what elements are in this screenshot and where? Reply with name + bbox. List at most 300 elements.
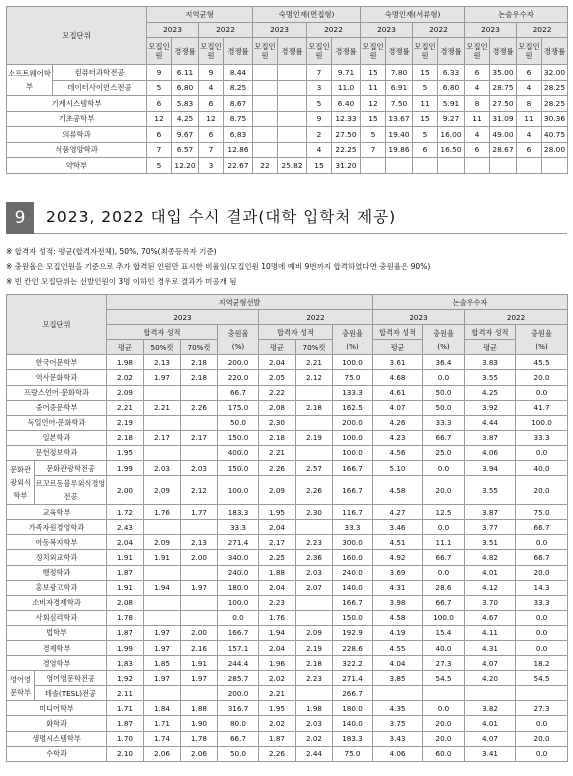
table-cell: 166.7 (218, 625, 259, 640)
table-cell (386, 158, 413, 174)
table-cell: 9 (199, 65, 224, 81)
table-cell: 36.4 (423, 355, 465, 370)
table-cell: 60.0 (423, 746, 465, 761)
table-cell: 4.31 (465, 640, 516, 655)
unit-header: 모집단위 (7, 295, 107, 355)
table-cell: 18.2 (516, 656, 568, 671)
group-header: 지역균형선발 (107, 295, 373, 310)
table-cell: 285.7 (218, 671, 259, 686)
table-cell: 4.06 (465, 445, 516, 460)
table-cell: 2.21 (107, 400, 144, 415)
table-cell: 2.21 (259, 445, 296, 460)
table-cell: 2.18 (296, 656, 333, 671)
table-cell: 8.25 (224, 80, 253, 96)
table-cell: 3.41 (465, 746, 516, 761)
group-header: 논술우수자 (373, 295, 568, 310)
year-header: 2022 (517, 22, 568, 38)
table-cell: 12.20 (172, 158, 199, 174)
table-cell: 1.90 (181, 716, 218, 731)
table-cell (181, 565, 218, 580)
unit-label: 프랑스언어·문화학과 (7, 385, 107, 400)
table-row (7, 430, 568, 445)
table-cell: 0.0 (423, 461, 465, 476)
table-cell (253, 127, 278, 143)
table-cell: 4 (465, 127, 490, 143)
table-row (7, 550, 568, 565)
table-cell: 160.0 (333, 550, 373, 565)
table-cell: 1.97 (144, 625, 181, 640)
table-cell: 1.92 (107, 671, 144, 686)
table-cell: 20.0 (516, 370, 568, 385)
table-cell: 1.91 (107, 580, 144, 595)
table-cell: 66.7 (423, 550, 465, 565)
unit-label: 문화관광외식학부 (7, 461, 35, 505)
table-cell: 3.51 (465, 535, 516, 550)
table-cell: 4.51 (373, 535, 423, 550)
table-cell: 28.75 (490, 80, 517, 96)
table-cell: 66.7 (423, 595, 465, 610)
table-cell: 2.19 (107, 415, 144, 430)
table-cell: 4.68 (373, 370, 423, 385)
table-cell: 27.3 (516, 701, 568, 716)
table-cell: 2.09 (296, 625, 333, 640)
table-cell: 2.16 (181, 640, 218, 655)
table-cell: 6.80 (438, 80, 465, 96)
table-cell: 54.5 (516, 671, 568, 686)
table-cell: 2.22 (259, 385, 296, 400)
table-cell: 3.75 (373, 716, 423, 731)
table-cell: 9 (307, 111, 332, 127)
table-cell: 66.7 (516, 550, 568, 565)
table-cell: 2.17 (259, 535, 296, 550)
table-cell: 1.91 (181, 656, 218, 671)
table-cell: 140.0 (333, 716, 373, 731)
table-cell: 4.26 (373, 415, 423, 430)
table-cell: 1.72 (107, 505, 144, 520)
table-cell: 100.0 (516, 415, 568, 430)
table-cell: 4 (199, 80, 224, 96)
table-cell: 6 (147, 127, 172, 143)
p70-header: 70%컷 (296, 340, 333, 355)
year-header: 2023 (147, 22, 199, 38)
table-cell: 340.0 (218, 550, 259, 565)
table-cell (144, 520, 181, 535)
capacity-header: 모집인원 (413, 38, 438, 65)
table-cell: 180.0 (218, 580, 259, 595)
table-cell: 35.00 (490, 65, 517, 81)
table-row (7, 111, 568, 127)
table-cell: 3.83 (465, 355, 516, 370)
table-row (7, 127, 568, 143)
sub-unit-label: 영어영문학전공 (35, 671, 107, 686)
table-cell (181, 415, 218, 430)
table-cell: 100.0 (333, 430, 373, 445)
table-cell: 157.1 (218, 640, 259, 655)
capacity-header: 모집인원 (147, 38, 172, 65)
unit-label: 문헌정보학과 (7, 445, 107, 460)
table-cell: 240.0 (333, 565, 373, 580)
table-cell: 100.0 (333, 445, 373, 460)
group-header: 숙명인재(면접형) (253, 7, 361, 23)
table-cell (144, 686, 181, 701)
table-cell: 2.23 (296, 535, 333, 550)
avg-header: 평균 (107, 340, 144, 355)
table-cell: 8.44 (224, 65, 253, 81)
fill-rate-header: 충원율 (%) (333, 325, 373, 355)
table-cell: 0.0 (516, 610, 568, 625)
table-cell: 4 (517, 127, 542, 143)
table-cell: 80.0 (218, 716, 259, 731)
table-row (7, 610, 568, 625)
table-cell: 8 (465, 96, 490, 112)
table-cell: 2.17 (144, 430, 181, 445)
table-cell: 2.02 (259, 671, 296, 686)
table-cell: 1.91 (144, 550, 181, 565)
avg-header: 평균 (373, 340, 423, 355)
capacity-header: 모집인원 (199, 38, 224, 65)
table-cell: 266.7 (333, 686, 373, 701)
table-cell: 3.46 (373, 520, 423, 535)
ratio-header: 경쟁률 (438, 38, 465, 65)
table-cell: 1.78 (181, 731, 218, 746)
table-cell: 2.03 (296, 716, 333, 731)
table-cell (181, 445, 218, 460)
table-cell: 1.85 (144, 656, 181, 671)
table-cell: 166.7 (333, 461, 373, 476)
table-cell: 33.3 (333, 520, 373, 535)
table-cell: 0.0 (516, 746, 568, 761)
table-cell: 3.98 (373, 595, 423, 610)
table-cell: 1.94 (144, 580, 181, 595)
table-cell: 2.25 (259, 550, 296, 565)
ratio-header: 경쟁률 (332, 38, 361, 65)
table-cell: 6 (147, 96, 172, 112)
unit-label: 약학부 (7, 158, 147, 174)
table-row (7, 746, 568, 761)
table-cell (181, 520, 218, 535)
table-cell: 4.44 (465, 415, 516, 430)
table-row (7, 656, 568, 671)
table-cell (373, 686, 423, 701)
table-cell: 3.77 (465, 520, 516, 535)
table-cell: 2.03 (296, 565, 333, 580)
table-cell (296, 385, 333, 400)
table-cell: 1.70 (107, 731, 144, 746)
table-row (7, 565, 568, 580)
unit-label: 식품영양학과 (7, 142, 147, 158)
table-row (7, 370, 568, 385)
table-cell: 5 (147, 158, 172, 174)
table-cell: 150.0 (218, 461, 259, 476)
table-cell: 33.3 (516, 430, 568, 445)
table-cell: 100.0 (333, 355, 373, 370)
unit-label: 화학과 (7, 716, 107, 731)
table-cell: 28.67 (490, 142, 517, 158)
table-cell: 1.97 (181, 580, 218, 595)
table-cell: 2.02 (259, 716, 296, 731)
table-cell: 4.82 (465, 550, 516, 565)
sub-unit-label: 문화관광학전공 (35, 461, 107, 476)
table-cell: 0.0 (423, 520, 465, 535)
table-cell: 3.70 (465, 595, 516, 610)
table-cell: 2.21 (144, 400, 181, 415)
table-cell: 3 (307, 80, 332, 96)
table-cell: 8.67 (224, 96, 253, 112)
table-cell: 2.18 (181, 370, 218, 385)
unit-label: 역사문화학과 (7, 370, 107, 385)
table-cell: 0.0 (423, 565, 465, 580)
table-cell: 2.06 (181, 746, 218, 761)
capacity-header: 모집인원 (361, 38, 386, 65)
table-cell: 8 (517, 96, 542, 112)
table-cell: 2.05 (259, 370, 296, 385)
year-header: 2023 (465, 22, 517, 38)
score-header: 합격자 성적 (373, 325, 423, 340)
table-cell: 2.13 (144, 355, 181, 370)
table-cell: 0.0 (516, 535, 568, 550)
table-cell (423, 686, 465, 701)
table-cell: 22 (253, 158, 278, 174)
year-header: 2023 (361, 22, 413, 38)
note-line: ※ 충원율은 모집인원을 기준으로 추가 합격된 인원만 표시한 비율임(모집인원 10명에 예비 9번까지 합격하였다면 충원율은 90%) (6, 262, 431, 271)
year-header: 2023 (373, 310, 465, 325)
table-cell: 1.87 (107, 565, 144, 580)
table-cell: 4.92 (373, 550, 423, 565)
table-cell: 0.0 (218, 610, 259, 625)
ratio-header: 경쟁률 (224, 38, 253, 65)
table-cell: 0.0 (516, 445, 568, 460)
table-cell: 2.21 (259, 686, 296, 701)
table-cell: 54.5 (423, 671, 465, 686)
table-cell: 5 (413, 80, 438, 96)
table-cell: 2.00 (181, 550, 218, 565)
table-cell: 2.18 (296, 400, 333, 415)
table-cell: 2 (307, 127, 332, 143)
table-row (7, 716, 568, 731)
table-cell: 2.23 (296, 671, 333, 686)
table-cell: 1.96 (259, 656, 296, 671)
table-cell: 1.98 (296, 701, 333, 716)
table-row (7, 640, 568, 655)
table-row (7, 96, 568, 112)
table-cell: 2.11 (107, 686, 144, 701)
table-cell: 12.86 (224, 142, 253, 158)
table-cell: 4.20 (465, 671, 516, 686)
unit-label: 수학과 (7, 746, 107, 761)
table-cell: 2.18 (107, 430, 144, 445)
table-cell: 7 (147, 142, 172, 158)
table-cell: 5.10 (373, 461, 423, 476)
table-cell (144, 445, 181, 460)
table-cell: 31.09 (490, 111, 517, 127)
table-cell: 1.99 (107, 461, 144, 476)
table-cell: 3.87 (465, 430, 516, 445)
table-row (7, 625, 568, 640)
sub-unit-label: 테솔(TESL)전공 (35, 686, 107, 701)
table-cell: 183.3 (333, 731, 373, 746)
unit-label: 기초공학부 (7, 111, 147, 127)
table-cell: 2.36 (296, 550, 333, 565)
table-cell: 15 (361, 111, 386, 127)
table-cell: 11.1 (423, 535, 465, 550)
sub-unit-label: 데이터사이언스전공 (53, 80, 147, 96)
table-cell: 66.7 (423, 430, 465, 445)
table-cell: 0.0 (423, 701, 465, 716)
table-cell: 2.00 (181, 625, 218, 640)
unit-label: 가족자원경영학과 (7, 520, 107, 535)
table-cell: 0.0 (516, 625, 568, 640)
table-cell: 50.0 (218, 415, 259, 430)
table-cell (296, 610, 333, 625)
table-cell: 40.0 (516, 461, 568, 476)
table-cell: 27.3 (423, 656, 465, 671)
ratio-header: 경쟁률 (278, 38, 307, 65)
table-cell: 2.03 (181, 461, 218, 476)
capacity-header: 모집인원 (517, 38, 542, 65)
table-cell: 7 (307, 65, 332, 81)
table-cell: 200.0 (218, 355, 259, 370)
table-cell: 1.88 (181, 701, 218, 716)
table-cell: 4.11 (465, 625, 516, 640)
table-cell: 116.7 (333, 505, 373, 520)
admission-results-table-bottom (6, 294, 568, 762)
table-row (7, 461, 568, 476)
admission-results-table-top (6, 6, 568, 174)
table-cell: 75.0 (333, 746, 373, 761)
table-cell: 75.0 (516, 505, 568, 520)
table-cell: 322.2 (333, 656, 373, 671)
table-cell: 2.10 (107, 746, 144, 761)
table-cell: 2.43 (107, 520, 144, 535)
table-row (7, 355, 568, 370)
unit-label: 독일언어·문화학과 (7, 415, 107, 430)
table-cell: 19.86 (386, 142, 413, 158)
table-cell: 1.76 (144, 505, 181, 520)
table-cell: 140.0 (333, 580, 373, 595)
table-row (7, 535, 568, 550)
avg-header: 평균 (465, 340, 516, 355)
table-cell: 2.09 (144, 535, 181, 550)
table-cell (517, 158, 542, 174)
table-cell: 75.0 (333, 370, 373, 385)
table-cell: 100.0 (218, 595, 259, 610)
table-cell: 2.07 (296, 580, 333, 595)
table-cell: 200.0 (333, 415, 373, 430)
table-cell (490, 158, 517, 174)
table-cell (144, 415, 181, 430)
table-cell: 15 (413, 111, 438, 127)
table-cell (542, 158, 568, 174)
table-cell: 30.36 (542, 111, 568, 127)
table-cell: 2.26 (259, 746, 296, 761)
table-cell: 31.20 (332, 158, 361, 174)
table-row (7, 671, 568, 686)
table-cell: 240.0 (218, 565, 259, 580)
table-cell: 2.12 (296, 370, 333, 385)
table-cell: 6.40 (332, 96, 361, 112)
table-cell: 228.6 (333, 640, 373, 655)
table-cell: 1.83 (107, 656, 144, 671)
table-cell: 1.87 (107, 625, 144, 640)
table-cell: 25.82 (278, 158, 307, 174)
table-cell: 7.80 (386, 65, 413, 81)
table-cell: 3.61 (373, 355, 423, 370)
unit-label: 아동복지학부 (7, 535, 107, 550)
table-cell: 4.25 (172, 111, 199, 127)
table-cell: 1.94 (259, 625, 296, 640)
table-cell: 6 (517, 65, 542, 81)
table-cell: 22.25 (332, 142, 361, 158)
table-row (7, 505, 568, 520)
table-cell (278, 65, 307, 81)
table-cell: 400.0 (218, 445, 259, 460)
year-header: 2022 (413, 22, 465, 38)
table-cell: 6 (465, 65, 490, 81)
table-cell (144, 385, 181, 400)
table-cell: 0.0 (516, 385, 568, 400)
table-cell: 1.99 (107, 640, 144, 655)
table-cell: 244.4 (218, 656, 259, 671)
table-cell: 2.19 (296, 430, 333, 445)
table-cell: 2.09 (259, 476, 296, 505)
table-cell: 1.74 (144, 731, 181, 746)
table-cell: 9.71 (332, 65, 361, 81)
p50-header: 50%컷 (144, 340, 181, 355)
table-cell: 33.3 (516, 595, 568, 610)
table-cell: 2.57 (296, 461, 333, 476)
sub-unit-label: 르꼬르동블루외식경영전공 (35, 476, 107, 505)
table-cell: 7.50 (386, 96, 413, 112)
table-cell: 12 (147, 111, 172, 127)
table-cell: 4.61 (373, 385, 423, 400)
table-cell: 2.04 (107, 535, 144, 550)
table-cell (278, 96, 307, 112)
unit-label: 기계시스템학부 (7, 96, 147, 112)
table-cell: 1.77 (181, 505, 218, 520)
table-cell: 2.18 (259, 430, 296, 445)
table-cell: 162.5 (333, 400, 373, 415)
group-header: 지역균형 (147, 7, 253, 23)
table-cell: 1.78 (107, 610, 144, 625)
table-cell: 3.69 (373, 565, 423, 580)
table-cell: 3.94 (465, 461, 516, 476)
table-cell: 2.09 (144, 476, 181, 505)
unit-label: 정치외교학과 (7, 550, 107, 565)
table-cell: 66.7 (218, 385, 259, 400)
table-cell: 1.97 (144, 370, 181, 385)
table-cell: 20.0 (516, 731, 568, 746)
table-cell (253, 65, 278, 81)
table-cell: 150.0 (333, 610, 373, 625)
table-row (7, 400, 568, 415)
table-cell: 45.5 (516, 355, 568, 370)
table-cell: 28.25 (542, 80, 568, 96)
table-row (7, 80, 568, 96)
fill-rate-header: 충원율 (%) (218, 325, 259, 355)
table-cell: 1.97 (181, 671, 218, 686)
table-cell: 1.88 (259, 565, 296, 580)
table-cell: 49.00 (490, 127, 517, 143)
table-cell: 1.87 (107, 716, 144, 731)
table-cell: 15 (413, 65, 438, 81)
table-cell: 1.97 (144, 640, 181, 655)
table-cell: 20.0 (516, 565, 568, 580)
table-cell: 2.13 (181, 535, 218, 550)
group-header: 숙명인재(서류형) (361, 7, 465, 23)
table-row (7, 731, 568, 746)
table-cell: 12 (361, 96, 386, 112)
table-cell (253, 142, 278, 158)
